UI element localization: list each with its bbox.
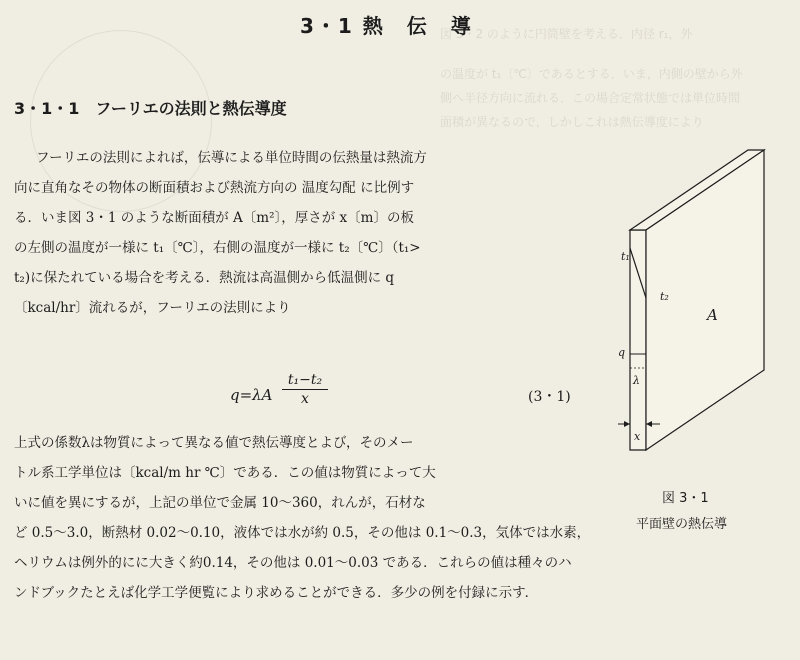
equation-numerator: t₁−t₂ [282,372,328,390]
paragraph-line: ンドブックたとえば化学工学便覧により求めることができる．多少の例を付録に示す． [14,585,539,601]
paragraph-line: ど 0.5〜3.0，断熱材 0.02〜0.10，液体では水が約 0.5，その他は 0.1〜0.3，気体では水素， [14,525,591,541]
equation-number: (3・1) [528,389,571,405]
paragraph-line: の左側の温度が一様に t₁〔℃〕，右側の温度が一様に t₂〔℃〕（t₁> [14,240,421,256]
paragraph-line: ヘリウムは例外的にに大きく約0.14，その他は 0.01〜0.03 である．これらの値は種々のハ [14,555,572,571]
paragraph-line: 向に直角なその物体の断面積および熱流方向の 温度勾配 に比例す [14,180,415,196]
equation-denominator: x [301,391,309,407]
figure-caption-title: 平面壁の熱伝導 [636,517,728,532]
label-t1: t₁ [621,250,630,263]
label-lambda: λ [633,374,640,387]
paragraph-line: 上式の係数λは物質によって異なる値で熱伝導度とよび，そのメー [14,435,414,451]
paragraph-line: る．いま図 3・1 のような断面積が A〔m²〕，厚さが x〔m〕の板 [14,210,414,226]
label-area-A: A [707,306,718,324]
label-t2: t₂ [660,290,669,303]
equation-fraction [282,372,328,407]
label-heat-flow-q: q [618,346,626,359]
equation-lhs: q=λA [230,386,273,404]
paragraph-line: トル系工学単位は〔kcal/m hr ℃〕である．この値は物質によって大 [14,465,436,481]
wall-front-face [630,230,646,450]
bleed-through-line: の温度が t₁〔℃〕であるとする．いま，内側の壁から外 [440,67,743,81]
subsection-title: 3・1・1 フーリエの法則と熱伝導度 [14,99,287,118]
section-title: 3・1 熱 伝 導 [300,14,473,38]
bleed-through-line: 図 3・2 のように円筒壁を考える．内径 r₁，外 [440,27,693,41]
bleed-through-line: 側へ半径方向に流れる．この場合定常状態では単位時間 [440,91,741,105]
paragraph-line: t₂)に保たれている場合を考える．熱流は高温側から低温側に q [14,270,395,286]
equation-3-1 [200,368,600,424]
paragraph-line: いに値を異にするが，上記の単位で金属 10〜360，れんが，石材な [14,495,426,511]
figure-caption-number: 図 3・1 [662,491,709,506]
dimension-x-arrowhead-left [624,421,630,427]
paragraph-line: 〔kcal/hr〕流れるが，フーリエの法則により [14,300,291,316]
paragraph-line: フーリエの法則によれば，伝導による単位時間の伝熱量は熱流方 [36,150,427,166]
bleed-through-line: 面積が異なるので，しかしこれは熱伝導度により [440,115,704,129]
label-thickness-x: x [634,430,641,443]
